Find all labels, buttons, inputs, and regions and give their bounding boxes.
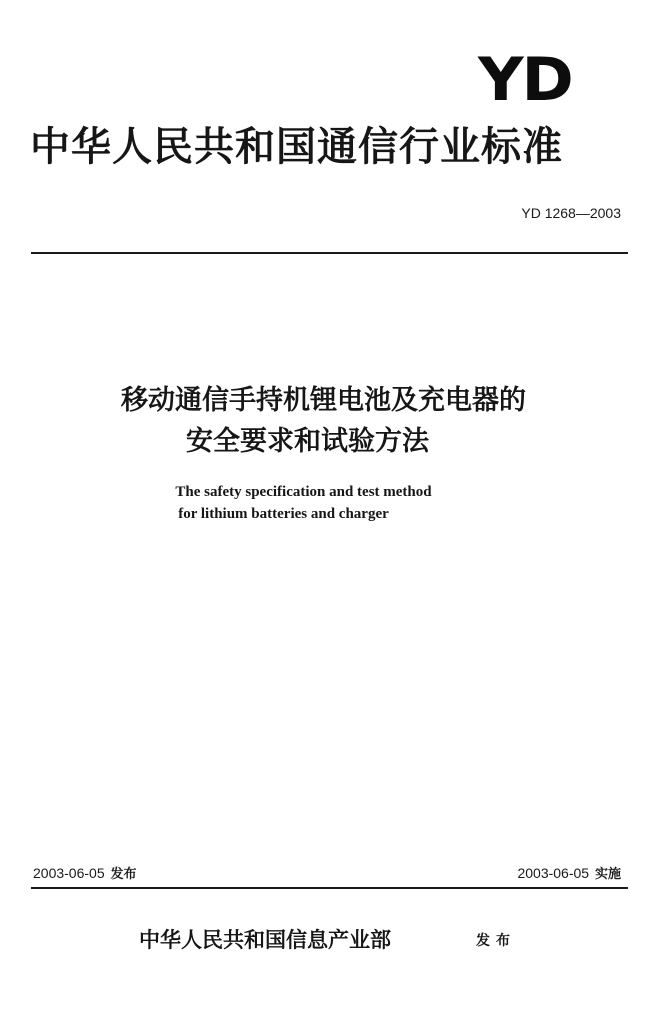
standard-category-title: 中华人民共和国通信行业标准 [30,124,563,170]
document-title-zh-line2: 安全要求和试验方法 [186,426,429,457]
issued-label: 发布 [476,933,516,949]
implement-date [517,864,621,884]
issuing-authority: 中华人民共和国信息产业部 [139,927,391,952]
implement-date-value: 2003-06-05 [517,865,590,881]
document-title-zh-line1: 移动通信手持机锂电池及充电器的 [121,385,526,416]
standard-number: YD 1268—2003 [521,205,621,221]
yd-logo: YD [478,45,572,115]
document-title-en-line1: The safety specification and test method [175,484,432,500]
issue-date-value: 2003-06-05 [33,865,105,881]
bottom-divider [31,887,628,889]
issue-date-label: 发布 [110,867,137,882]
implement-date-label: 实施 [594,867,621,882]
issue-date [33,864,137,884]
document-title-en-line2: for lithium batteries and charger [178,506,389,522]
top-divider [31,252,628,254]
